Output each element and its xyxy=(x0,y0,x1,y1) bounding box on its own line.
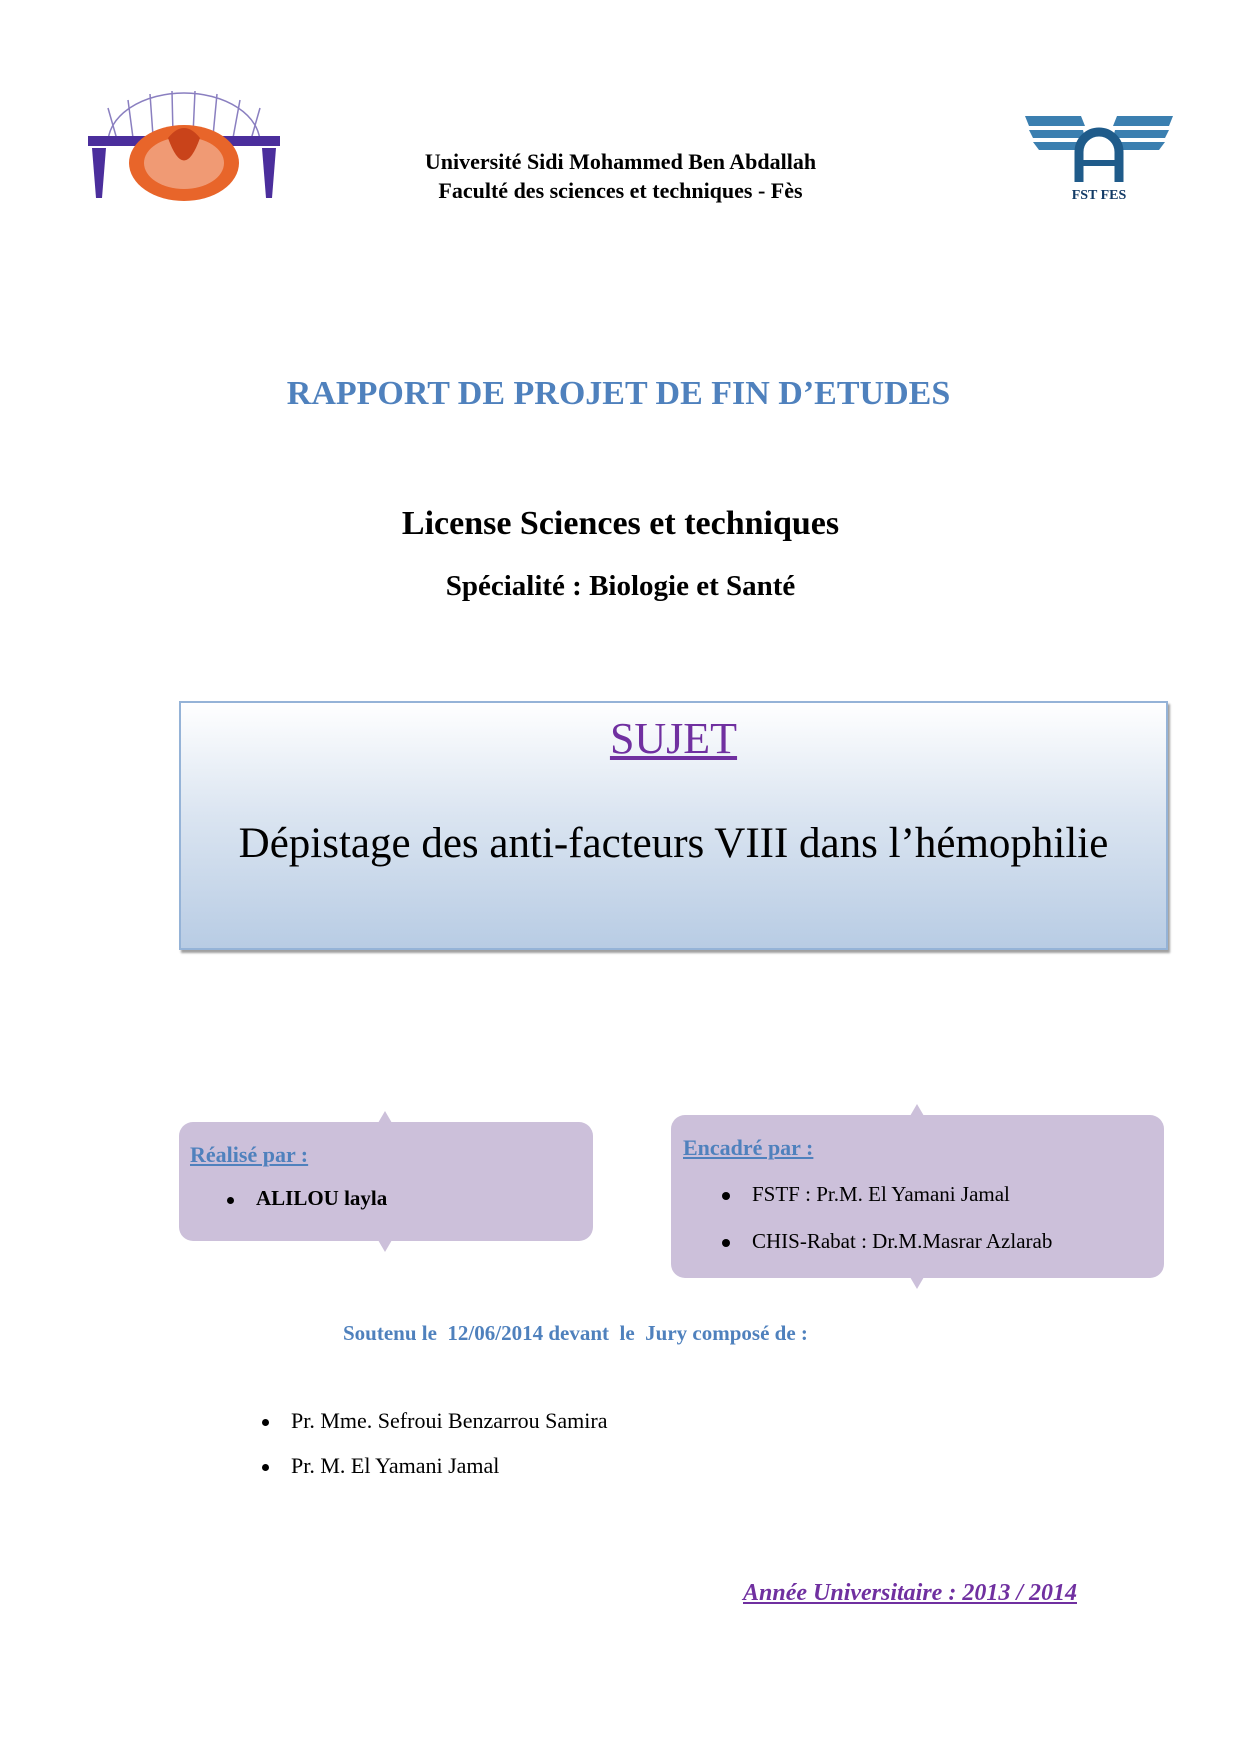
fst-fes-logo xyxy=(1023,112,1175,202)
supervisor-name: CHIS-Rabat : Dr.M.Masrar Azlarab xyxy=(752,1229,1053,1253)
subject-label: SUJET xyxy=(609,714,738,763)
supervisors-label: Encadré par : xyxy=(683,1135,814,1160)
specialty: Spécialité : Biologie et Santé xyxy=(445,570,796,602)
jury-member xyxy=(262,1453,499,1479)
university-name: Université Sidi Mohammed Ben Abdallah xyxy=(424,149,817,174)
supervisor-item xyxy=(722,1229,1052,1254)
bullet-icon xyxy=(262,1419,269,1426)
subject-box xyxy=(179,701,1168,950)
faculty-name: Faculté des sciences et techniques - Fès xyxy=(438,178,803,203)
jury-name: Pr. M. El Yamani Jamal xyxy=(291,1453,500,1478)
author-label: Réalisé par : xyxy=(190,1142,309,1167)
bullet-icon xyxy=(722,1239,730,1247)
jury-name: Pr. Mme. Sefroui Benzarrou Samira xyxy=(291,1408,608,1433)
bullet-icon xyxy=(722,1192,730,1200)
bullet-icon xyxy=(262,1464,269,1471)
fst-fes-logo-text: FST FES xyxy=(1071,188,1127,202)
bullet-icon xyxy=(227,1197,234,1204)
degree-title: License Sciences et techniques xyxy=(401,505,840,542)
subject-title: Dépistage des anti-facteurs VIII dans l’hémophilie xyxy=(238,820,1109,867)
supervisor-name: FSTF : Pr.M. El Yamani Jamal xyxy=(752,1182,1010,1206)
supervisors-box xyxy=(671,1115,1164,1278)
author-name: ALILOU layla xyxy=(256,1186,388,1210)
academic-year: Année Universitaire : 2013 / 2014 xyxy=(743,1580,1077,1606)
jury-member xyxy=(262,1408,608,1434)
author-box xyxy=(179,1122,593,1241)
defense-text: Soutenu le 12/06/2014 devant le Jury composé de : xyxy=(343,1321,808,1345)
supervisor-item xyxy=(722,1182,1010,1207)
author-item xyxy=(227,1186,387,1211)
report-title: RAPPORT DE PROJET DE FIN D’ETUDES xyxy=(286,375,951,412)
